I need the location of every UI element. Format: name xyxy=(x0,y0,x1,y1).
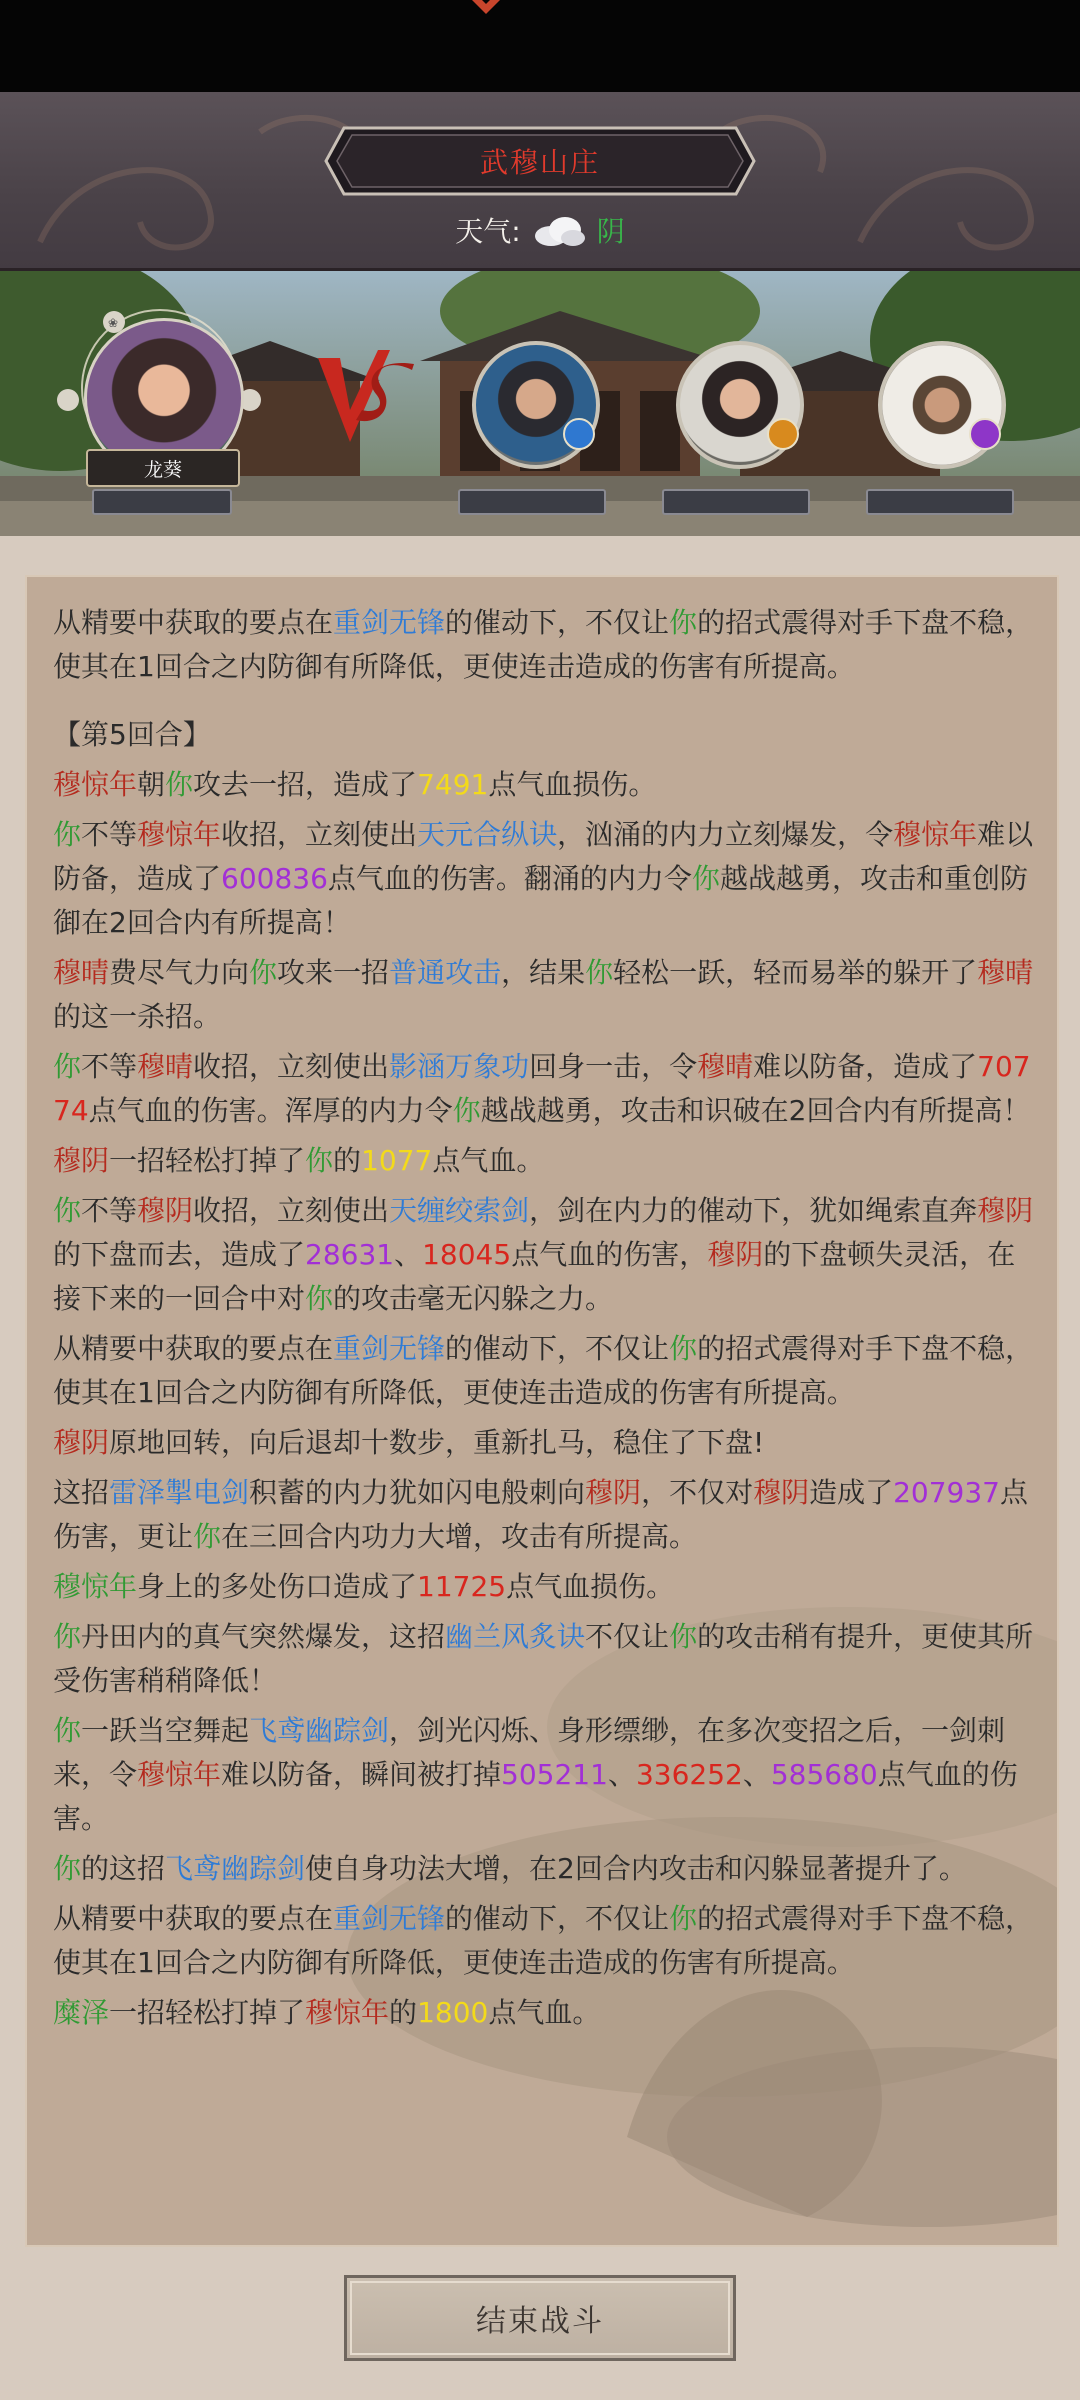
log-entry xyxy=(53,1565,1043,1609)
log-segment: 你 xyxy=(53,1852,82,1885)
enemy-1-hp-bar xyxy=(458,489,606,515)
enemy-3-faction-badge xyxy=(969,418,1001,450)
log-segment: 的下盘而去，造成了 xyxy=(53,1238,306,1271)
log-segment: 丹田内的真气突然爆发，这招 xyxy=(81,1620,446,1653)
log-segment: 幽兰风炙诀 xyxy=(445,1620,586,1653)
log-segment: 穆惊年 xyxy=(893,818,978,851)
log-segment: 点气血。 xyxy=(432,1144,545,1177)
cloud-icon xyxy=(529,210,589,250)
log-segment: 505211 xyxy=(501,1758,608,1791)
log-segment: 影涵万象功 xyxy=(389,1050,530,1083)
log-segment: 糜泽 xyxy=(53,1996,110,2029)
log-segment: 不等 xyxy=(81,1050,138,1083)
log-segment: 你 xyxy=(669,1332,698,1365)
log-entry xyxy=(53,1327,1043,1415)
log-segment: 11725 xyxy=(417,1570,507,1603)
log-segment: 点气血的伤害。翻涌的内力令 xyxy=(327,862,692,895)
log-segment: 点气血。 xyxy=(488,1996,601,2029)
log-entry xyxy=(53,1421,1043,1465)
log-segment: ，剑在内力的催动下，犹如绳索直奔 xyxy=(529,1194,978,1227)
log-segment: 的攻击毫无闪躲之力。 xyxy=(333,1282,614,1315)
log-entry xyxy=(53,1139,1043,1183)
log-segment: 穆阴 xyxy=(137,1194,194,1227)
log-segment: 穆惊年 xyxy=(137,1758,222,1791)
log-segment: 穆晴 xyxy=(977,956,1034,989)
log-segment: 飞鸢幽踪剑 xyxy=(249,1714,390,1747)
log-segment: 、 xyxy=(742,1758,771,1791)
log-segment: 攻来一招 xyxy=(277,956,390,989)
log-segment: 难以防备，瞬间被打掉 xyxy=(221,1758,502,1791)
log-segment: 你 xyxy=(53,1194,82,1227)
log-segment: 的招式震得对手下盘不稳，使其在1回合之内防御有所降低，更使连击造成的伤害有所提高。 xyxy=(53,1332,1034,1409)
log-segment: 穆惊年 xyxy=(305,1996,390,2029)
log-segment: 的 xyxy=(333,1144,362,1177)
log-segment: 点气血损伤。 xyxy=(506,1570,675,1603)
log-segment: 穆晴 xyxy=(53,956,110,989)
log-segment: 越战越勇，攻击和重创防御在2回合内有所提高！ xyxy=(53,862,1028,939)
log-segment: 一跃当空舞起 xyxy=(81,1714,250,1747)
log-segment: 积蓄的内力犹如闪电般刺向 xyxy=(249,1476,586,1509)
log-segment: 【第5回合】 xyxy=(53,718,211,751)
log-segment: 朝 xyxy=(137,768,166,801)
log-segment: 你 xyxy=(669,1620,698,1653)
log-segment: 穆阴 xyxy=(707,1238,764,1271)
log-segment: 这招 xyxy=(53,1476,110,1509)
weather-label: 天气: xyxy=(455,215,521,248)
log-segment: 收招，立刻使出 xyxy=(221,818,418,851)
log-segment: 难以防备，造成了 xyxy=(753,1050,978,1083)
player-hp-bar xyxy=(92,489,232,515)
log-segment: 收招，立刻使出 xyxy=(193,1050,390,1083)
log-segment: 从精要中获取的要点在 xyxy=(53,1902,334,1935)
log-segment: 不仅让 xyxy=(585,1620,670,1653)
log-entry xyxy=(53,763,1043,807)
log-segment: 穆阴 xyxy=(53,1144,110,1177)
log-segment: 你 xyxy=(53,818,82,851)
log-entry xyxy=(53,951,1043,1039)
enemy-3-hp-bar xyxy=(866,489,1014,515)
log-entry xyxy=(53,1615,1043,1703)
end-battle-button[interactable]: 结束战斗 xyxy=(344,2275,736,2361)
log-segment: 的下盘顿失灵活，在接下来的一回合中对 xyxy=(53,1238,1016,1315)
log-segment: 穆惊年 xyxy=(53,1570,138,1603)
log-segment: 回身一击，令 xyxy=(529,1050,698,1083)
log-segment: 点气血的伤害。浑厚的内力令 xyxy=(88,1094,453,1127)
log-segment: 你 xyxy=(669,1902,698,1935)
log-segment: 不等 xyxy=(81,818,138,851)
log-entry xyxy=(53,1897,1043,1985)
log-segment: 207937 xyxy=(893,1476,1000,1509)
log-segment: 不等 xyxy=(81,1194,138,1227)
log-segment: 穆晴 xyxy=(697,1050,754,1083)
log-segment: 天缠绞索剑 xyxy=(389,1194,530,1227)
log-segment: 、 xyxy=(607,1758,636,1791)
log-segment: 的这招 xyxy=(81,1852,166,1885)
log-segment: 越战越勇，攻击和识破在2回合内有所提高！ xyxy=(480,1094,1031,1127)
log-segment: 的 xyxy=(389,1996,418,2029)
app-logo-icon xyxy=(458,0,514,28)
log-segment: 你 xyxy=(585,956,614,989)
log-segment: 你 xyxy=(165,768,194,801)
log-segment: 的催动下，不仅让 xyxy=(445,1332,670,1365)
log-segment: 的招式震得对手下盘不稳，使其在1回合之内防御有所降低，更使连击造成的伤害有所提高。 xyxy=(53,1902,1034,1979)
log-entry xyxy=(53,1471,1043,1559)
log-segment: 的攻击稍有提升，更使其所受伤害稍稍降低！ xyxy=(53,1620,1034,1697)
log-segment: 你 xyxy=(305,1282,334,1315)
log-segment: 18045 xyxy=(422,1238,512,1271)
log-segment: 攻去一招，造成了 xyxy=(193,768,418,801)
log-segment: ，结果 xyxy=(501,956,586,989)
log-segment: 点伤害，更让 xyxy=(53,1476,1029,1553)
log-segment: 造成了 xyxy=(809,1476,894,1509)
log-segment: 轻松一跃，轻而易举的躲开了 xyxy=(613,956,978,989)
log-segment: 重剑无锋 xyxy=(333,1332,446,1365)
log-segment: 重剑无锋 xyxy=(333,606,446,639)
log-segment: 你 xyxy=(53,1714,82,1747)
log-segment: 1077 xyxy=(361,1144,433,1177)
log-segment: 的这一杀招。 xyxy=(53,1000,222,1033)
log-segment: 你 xyxy=(669,606,698,639)
log-segment: 你 xyxy=(53,1620,82,1653)
location-header xyxy=(0,92,1080,271)
weather-value: 阴 xyxy=(596,215,625,248)
log-segment: 穆晴 xyxy=(137,1050,194,1083)
versus-icon xyxy=(310,340,420,450)
log-segment: 你 xyxy=(53,1050,82,1083)
log-segment: 、 xyxy=(394,1238,423,1271)
log-segment: 你 xyxy=(452,1094,481,1127)
log-segment: 的催动下，不仅让 xyxy=(445,606,670,639)
log-segment: 收招，立刻使出 xyxy=(193,1194,390,1227)
log-segment: 穆阴 xyxy=(753,1476,810,1509)
log-segment: 从精要中获取的要点在 xyxy=(53,1332,334,1365)
log-segment: 你 xyxy=(249,956,278,989)
log-segment: 使自身功法大增，在2回合内攻击和闪躲显著提升了。 xyxy=(305,1852,967,1885)
log-segment: 你 xyxy=(691,862,720,895)
log-entry xyxy=(53,601,1043,689)
enemy-2-faction-badge xyxy=(767,418,799,450)
combat-log-panel[interactable] xyxy=(25,575,1059,2247)
log-segment: 点气血的伤害， xyxy=(511,1238,708,1271)
log-entry xyxy=(53,813,1043,945)
log-segment: 穆惊年 xyxy=(53,768,138,801)
log-entry xyxy=(53,1045,1043,1133)
log-segment: 普通攻击 xyxy=(389,956,502,989)
log-segment: ，剑光闪烁、身形缥缈，在多次变招之后，一剑刺来，令 xyxy=(53,1714,1006,1791)
log-entry xyxy=(53,1991,1043,2035)
log-segment: 雷泽掣电剑 xyxy=(109,1476,250,1509)
log-segment: 穆阴 xyxy=(53,1426,110,1459)
log-entry xyxy=(53,713,1043,757)
top-bar xyxy=(0,0,1080,92)
log-segment: 身上的多处伤口造成了 xyxy=(137,1570,418,1603)
log-segment: 穆阴 xyxy=(585,1476,642,1509)
log-segment: 一招轻松打掉了 xyxy=(109,1996,306,2029)
log-segment: 的催动下，不仅让 xyxy=(445,1902,670,1935)
log-entry xyxy=(53,1847,1043,1891)
log-segment: 你 xyxy=(305,1144,334,1177)
log-segment: 难以防备，造成了 xyxy=(53,818,1034,895)
log-segment: 一招轻松打掉了 xyxy=(109,1144,306,1177)
log-segment: 点气血损伤。 xyxy=(488,768,657,801)
player-name-plate: 龙葵 xyxy=(86,449,240,487)
log-entry xyxy=(53,1709,1043,1841)
weather-display xyxy=(0,208,1080,252)
log-segment: 336252 xyxy=(635,1758,743,1791)
log-segment: 70774 xyxy=(53,1050,1031,1127)
log-segment: 的招式震得对手下盘不稳，使其在1回合之内防御有所降低，更使连击造成的伤害有所提高。 xyxy=(53,606,1034,683)
log-segment: ，汹涌的内力立刻爆发，令 xyxy=(557,818,894,851)
log-segment: 从精要中获取的要点在 xyxy=(53,606,334,639)
svg-text:❀: ❀ xyxy=(108,316,119,330)
log-segment: 穆阴 xyxy=(977,1194,1034,1227)
log-segment: 你 xyxy=(193,1520,222,1553)
log-segment: 在三回合内功力大增，攻击有所提高。 xyxy=(221,1520,698,1553)
log-segment: 7491 xyxy=(417,768,489,801)
log-segment: ，不仅对 xyxy=(641,1476,754,1509)
enemy-2-hp-bar xyxy=(662,489,810,515)
enemy-1-faction-badge xyxy=(563,418,595,450)
log-segment: 600836 xyxy=(221,862,328,895)
log-segment: 585680 xyxy=(770,1758,878,1791)
log-segment: 飞鸢幽踪剑 xyxy=(165,1852,306,1885)
log-segment: 费尽气力向 xyxy=(109,956,250,989)
log-segment: 重剑无锋 xyxy=(333,1902,446,1935)
log-segment: 28631 xyxy=(305,1238,395,1271)
log-segment: 原地回转，向后退却十数步，重新扎马，稳住了下盘! xyxy=(109,1426,765,1459)
log-entry xyxy=(53,1189,1043,1321)
log-segment: 1800 xyxy=(417,1996,489,2029)
location-name: 武穆山庄 xyxy=(479,146,600,179)
log-segment: 点气血的伤害。 xyxy=(53,1758,1018,1835)
combat-log xyxy=(53,601,1043,2041)
log-segment: 穆惊年 xyxy=(137,818,222,851)
log-segment: 天元合纵诀 xyxy=(417,818,558,851)
